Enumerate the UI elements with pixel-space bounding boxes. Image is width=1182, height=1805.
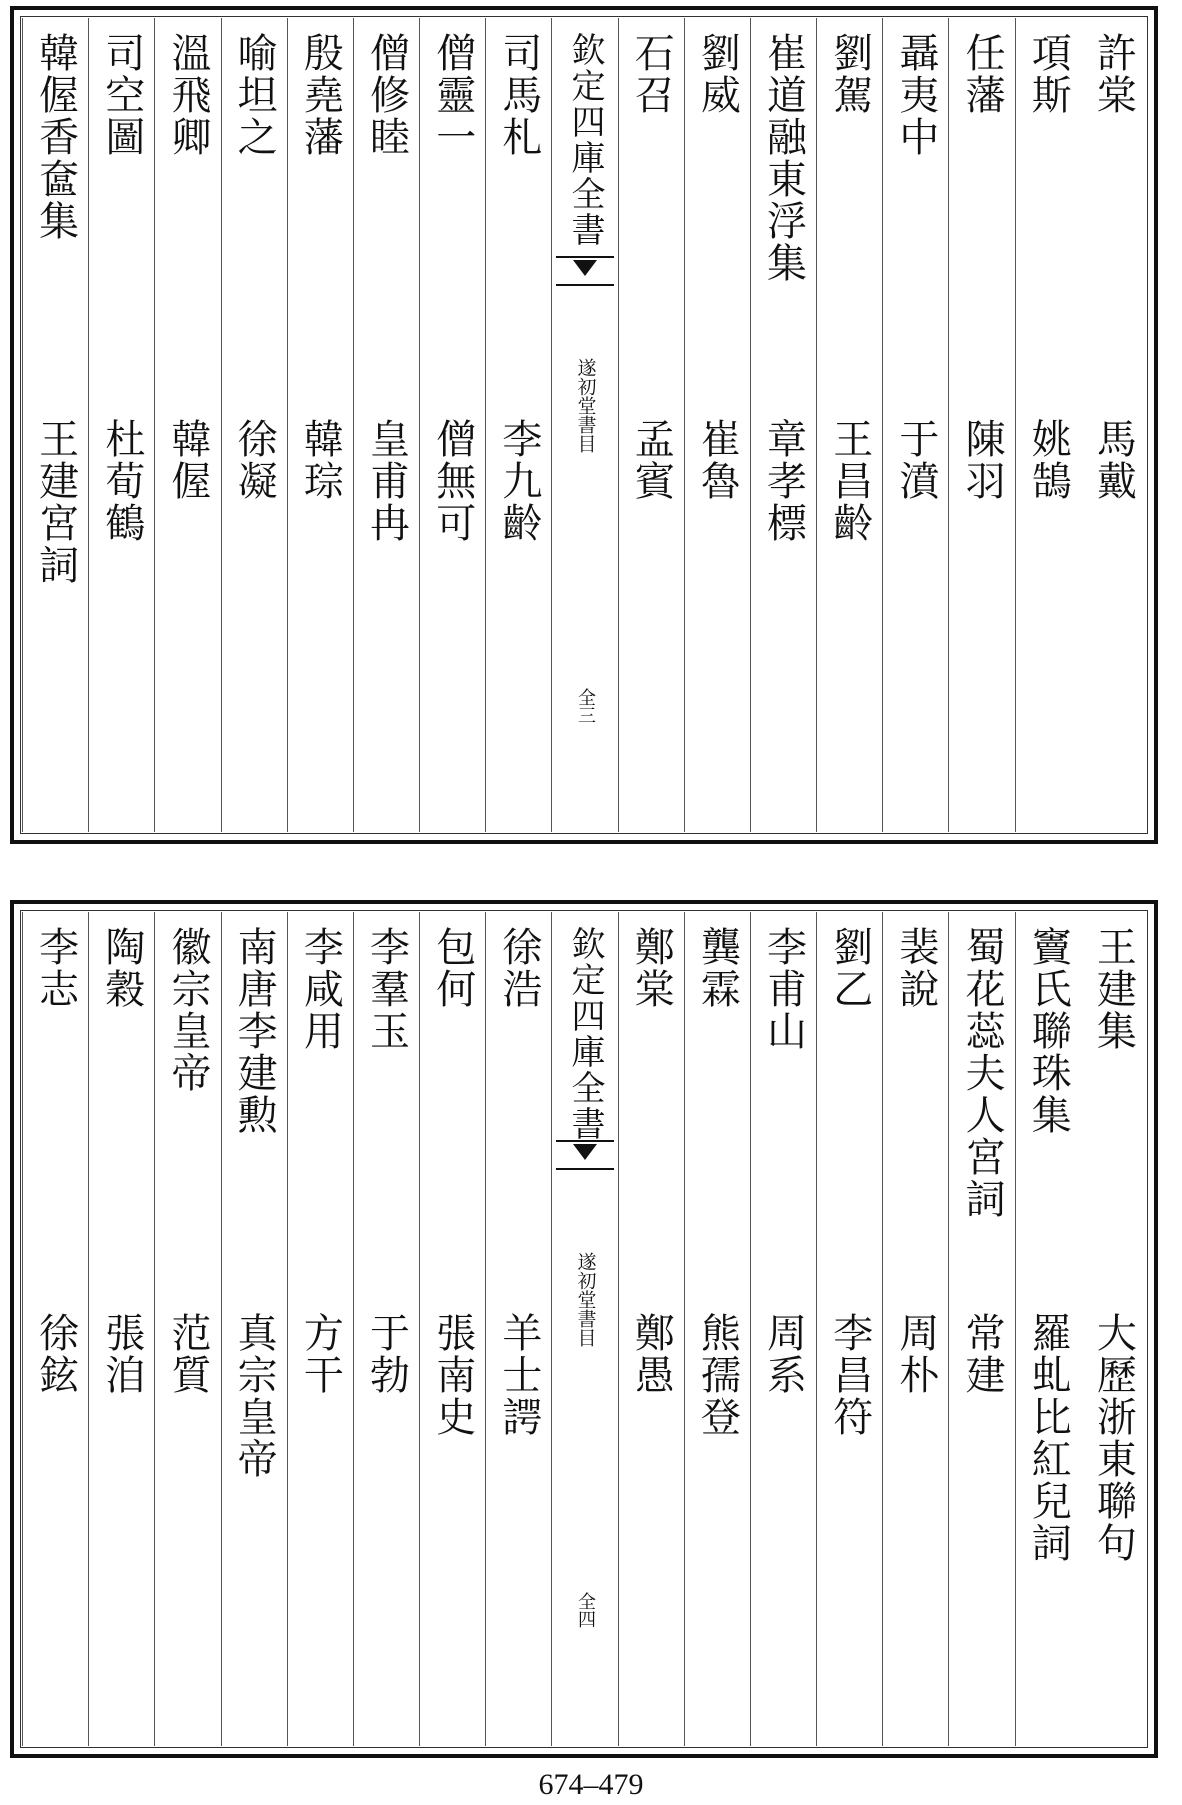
text-column: [287, 18, 353, 832]
entry-name: 熊孺登: [694, 1312, 741, 1438]
text-column: [88, 912, 154, 1746]
entry-title: 南唐李建勲: [231, 926, 278, 1136]
text-column: [684, 18, 750, 832]
entry-title: 許棠: [1090, 32, 1137, 116]
book-subtitle: 遂初堂書目: [574, 1252, 597, 1347]
entry-title: 劉駕: [826, 32, 873, 116]
entry-title: 鄭棠: [628, 926, 675, 1010]
text-column: [750, 912, 816, 1746]
text-column: [154, 18, 220, 832]
center-column: [551, 18, 617, 832]
entry-title: 喻坦之: [231, 32, 278, 158]
entry-name: 皇甫冉: [363, 418, 410, 544]
entry-title: 司馬札: [495, 32, 542, 158]
entry-name: 馬戴: [1090, 418, 1137, 502]
entry-title: 陶穀: [98, 926, 145, 1010]
entry-name: 張洎: [98, 1312, 145, 1396]
text-column: [1015, 912, 1081, 1746]
entry-name: 王建宮詞: [32, 418, 79, 586]
text-column: [684, 912, 750, 1746]
entry-title: 劉威: [694, 32, 741, 116]
entry-name: 姚鵠: [1025, 418, 1072, 502]
text-column: [485, 18, 551, 832]
top-page-frame: [10, 6, 1158, 844]
entry-name: 于濆: [892, 418, 939, 502]
fish-tail-mark: [556, 256, 613, 286]
entry-title: 李羣玉: [363, 926, 410, 1052]
entry-name: 王昌齡: [826, 418, 873, 544]
book-title: 欽定四庫全書: [565, 32, 606, 248]
text-column: [1081, 18, 1146, 832]
entry-name: 范質: [165, 1312, 211, 1396]
entry-name: 周系: [760, 1312, 807, 1396]
text-column: [221, 18, 287, 832]
text-column: [816, 912, 882, 1746]
entry-title: 石召: [628, 32, 675, 116]
entry-title: 竇氏聯珠集: [1025, 926, 1072, 1136]
entry-name: 僧無可: [429, 418, 476, 544]
folio-number: 全三: [575, 688, 597, 724]
text-column: [22, 18, 88, 832]
entry-name: 鄭愚: [628, 1312, 675, 1396]
entry-name: 崔魯: [694, 418, 741, 502]
text-column: [948, 912, 1014, 1746]
entry-name: 常建: [959, 1312, 1006, 1396]
text-column: [287, 912, 353, 1746]
entry-name: 于勃: [363, 1312, 410, 1396]
bottom-columns: [22, 912, 1146, 1746]
entry-title: 包何: [429, 926, 476, 1010]
bottom-page-frame: [10, 900, 1158, 1758]
top-columns: [22, 18, 1146, 832]
entry-title: 崔道融東浮集: [760, 32, 807, 284]
entry-name: 杜荀鶴: [98, 418, 145, 544]
entry-name: 李昌符: [826, 1312, 873, 1438]
entry-title: 僧靈一: [429, 32, 476, 158]
entry-title: 李志: [32, 926, 79, 1010]
entry-name: 大歷浙東聯句: [1090, 1312, 1137, 1564]
entry-name: 張南史: [429, 1312, 476, 1438]
entry-name: 陳羽: [959, 418, 1006, 502]
entry-title: 溫飛卿: [165, 32, 211, 158]
entry-name: 真宗皇帝: [231, 1312, 278, 1480]
text-column: [419, 18, 485, 832]
text-column: [618, 912, 684, 1746]
entry-name: 孟賓: [628, 418, 675, 502]
center-column: [551, 912, 617, 1746]
text-column: [353, 18, 419, 832]
entry-title: 李咸用: [297, 926, 344, 1052]
entry-title: 蜀花蕊夫人宮詞: [959, 926, 1006, 1220]
text-column: [353, 912, 419, 1746]
entry-title: 裴說: [892, 926, 939, 1010]
entry-name: 徐鉉: [32, 1312, 79, 1396]
text-column: [419, 912, 485, 1746]
entry-title: 殷堯藩: [297, 32, 344, 158]
text-column: [88, 18, 154, 832]
entry-name: 李九齡: [495, 418, 542, 544]
text-column: [154, 912, 220, 1746]
text-column: [882, 18, 948, 832]
entry-title: 劉乙: [826, 926, 873, 1010]
entry-title: 徽宗皇帝: [165, 926, 211, 1094]
entry-name: 韓偓: [165, 418, 211, 502]
text-column: [1015, 18, 1081, 832]
entry-name: 周朴: [892, 1312, 939, 1396]
book-subtitle: 遂初堂書目: [574, 358, 597, 453]
entry-name: 方干: [297, 1312, 344, 1396]
page-number: 674–479: [538, 1768, 644, 1801]
text-column: [618, 18, 684, 832]
folio-number: 全四: [575, 1592, 597, 1628]
entry-title: 項斯: [1025, 32, 1072, 116]
entry-title: 龔霖: [694, 926, 741, 1010]
text-column: [221, 912, 287, 1746]
text-column: [485, 912, 551, 1746]
entry-title: 王建集: [1090, 926, 1137, 1052]
entry-title: 司空圖: [98, 32, 145, 158]
entry-name: 羊士諤: [495, 1312, 542, 1438]
text-column: [1081, 912, 1146, 1746]
entry-title: 聶夷中: [892, 32, 939, 158]
entry-name: 羅虬比紅兒詞: [1025, 1312, 1072, 1564]
text-column: [816, 18, 882, 832]
entry-title: 徐浩: [495, 926, 542, 1010]
entry-name: 章孝標: [760, 418, 807, 544]
entry-name: 徐凝: [231, 418, 278, 502]
fish-tail-mark: [556, 1140, 613, 1170]
text-column: [948, 18, 1014, 832]
entry-title: 任藩: [959, 32, 1006, 116]
entry-title: 韓偓香奩集: [32, 32, 79, 242]
book-title: 欽定四庫全書: [565, 926, 606, 1142]
text-column: [750, 18, 816, 832]
entry-title: 李甫山: [760, 926, 807, 1052]
text-column: [22, 912, 88, 1746]
text-column: [882, 912, 948, 1746]
entry-name: 韓琮: [297, 418, 344, 502]
entry-title: 僧修睦: [363, 32, 410, 158]
